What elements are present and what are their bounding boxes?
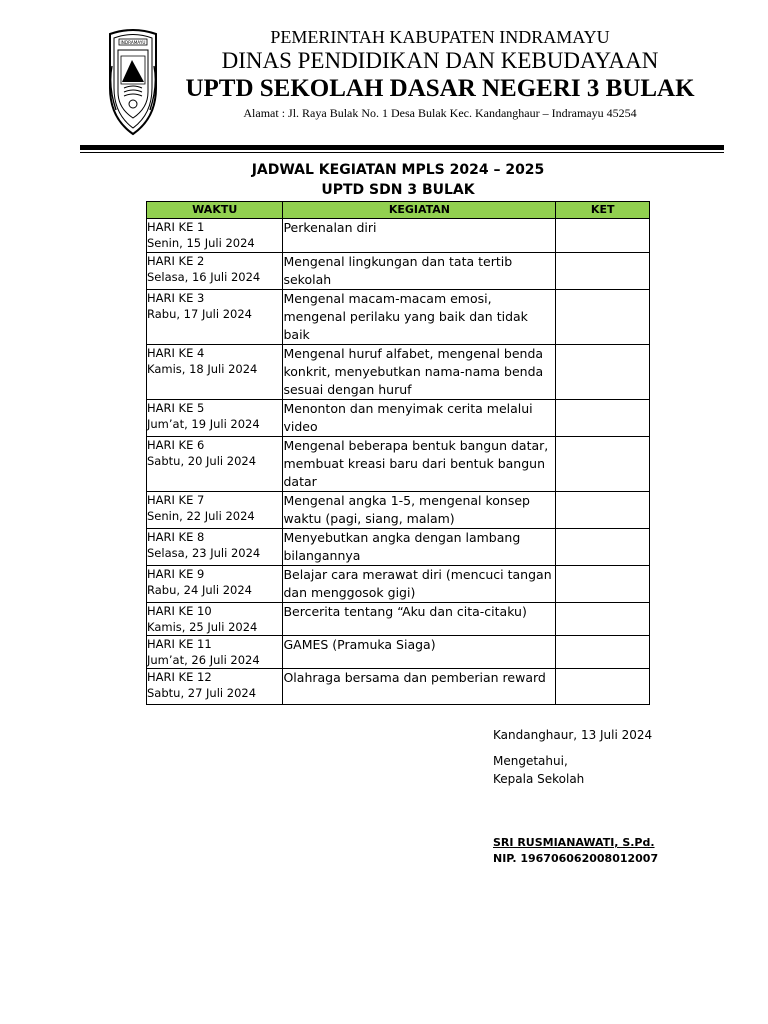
- cell-waktu: [147, 529, 283, 566]
- day-label: HARI KE 10: [147, 604, 212, 618]
- cell-waktu: [147, 566, 283, 603]
- cell-waktu: [147, 603, 283, 636]
- cell-ket: [556, 603, 650, 636]
- cell-kegiatan: Mengenal macam-macam emosi, mengenal perilaku yang baik dan tidak baik: [283, 290, 556, 345]
- cell-kegiatan: Menyebutkan angka dengan lambang bilangannya: [283, 529, 556, 566]
- day-label: HARI KE 11: [147, 637, 212, 651]
- signature-name: SRI RUSMIANAWATI, S.Pd.: [493, 836, 655, 849]
- cell-waktu: [147, 492, 283, 529]
- date-label: Kamis, 25 Juli 2024: [147, 620, 258, 634]
- date-label: Senin, 22 Juli 2024: [147, 509, 255, 523]
- cell-ket: [556, 219, 650, 253]
- table-row: [147, 636, 650, 669]
- signature-acknowledged: Mengetahui,: [493, 754, 568, 768]
- cell-ket: [556, 669, 650, 705]
- cell-waktu: [147, 219, 283, 253]
- date-label: Sabtu, 20 Juli 2024: [147, 454, 257, 468]
- cell-kegiatan: Bercerita tentang “Aku dan cita-citaku): [283, 603, 556, 636]
- cell-ket: [556, 345, 650, 400]
- letterhead-school: UPTD SEKOLAH DASAR NEGERI 3 BULAK: [185, 75, 695, 102]
- cell-waktu: [147, 437, 283, 492]
- date-label: Jum’at, 19 Juli 2024: [147, 417, 260, 431]
- document-title: [146, 160, 650, 200]
- day-label: HARI KE 1: [147, 220, 205, 234]
- cell-waktu: [147, 345, 283, 400]
- cell-kegiatan: Mengenal beberapa bentuk bangun datar, membuat kreasi baru dari bentuk bangun datar: [283, 437, 556, 492]
- table-row: [147, 603, 650, 636]
- cell-waktu: [147, 400, 283, 437]
- table-row: [147, 669, 650, 705]
- cell-waktu: [147, 636, 283, 669]
- table-row: [147, 437, 650, 492]
- cell-ket: [556, 290, 650, 345]
- title-line1: JADWAL KEGIATAN MPLS 2024 – 2025: [251, 162, 545, 178]
- table-row: [147, 219, 650, 253]
- column-header-kegiatan: KEGIATAN: [283, 202, 556, 219]
- day-label: HARI KE 4: [147, 346, 205, 360]
- day-label: HARI KE 6: [147, 438, 205, 452]
- table-row: [147, 400, 650, 437]
- signature-position: Kepala Sekolah: [493, 772, 585, 786]
- date-label: Selasa, 16 Juli 2024: [147, 270, 261, 284]
- cell-kegiatan: Mengenal angka 1-5, mengenal konsep waktu (pagi, siang, malam): [283, 492, 556, 529]
- signature-place-date: Kandanghaur, 13 Juli 2024: [493, 728, 653, 742]
- table-row: [147, 492, 650, 529]
- day-label: HARI KE 9: [147, 567, 205, 581]
- day-label: HARI KE 2: [147, 254, 205, 268]
- letterhead-government: PEMERINTAH KABUPATEN INDRAMAYU: [270, 27, 610, 47]
- day-label: HARI KE 7: [147, 493, 205, 507]
- table-row: [147, 566, 650, 603]
- day-label: HARI KE 8: [147, 530, 205, 544]
- cell-kegiatan: Perkenalan diri: [283, 219, 556, 253]
- letterhead-address: Alamat : Jl. Raya Bulak No. 1 Desa Bulak Kec. Kandanghaur – Indramayu 45254: [243, 106, 637, 120]
- logo-text: INDRAMAYU: [120, 40, 146, 45]
- cell-ket: [556, 492, 650, 529]
- table-row: [147, 253, 650, 290]
- cell-ket: [556, 437, 650, 492]
- cell-waktu: [147, 290, 283, 345]
- date-label: Rabu, 24 Juli 2024: [147, 583, 252, 597]
- letterhead-divider: [80, 145, 724, 150]
- table-row: [147, 345, 650, 400]
- table-row: [147, 529, 650, 566]
- table-header-row: [147, 202, 650, 219]
- cell-kegiatan: Olahraga bersama dan pemberian reward: [283, 669, 556, 705]
- cell-kegiatan: Menonton dan menyimak cerita melalui video: [283, 400, 556, 437]
- table-row: [147, 290, 650, 345]
- letterhead-divider-thin: [80, 152, 724, 153]
- cell-kegiatan: Mengenal lingkungan dan tata tertib sekolah: [283, 253, 556, 290]
- date-label: Jum’at, 26 Juli 2024: [147, 653, 260, 667]
- signature-nip: NIP. 196706062008012007: [493, 852, 659, 865]
- column-header-ket: KET: [556, 202, 650, 219]
- date-label: Selasa, 23 Juli 2024: [147, 546, 261, 560]
- title-line2: UPTD SDN 3 BULAK: [321, 182, 475, 198]
- date-label: Kamis, 18 Juli 2024: [147, 362, 258, 376]
- date-label: Sabtu, 27 Juli 2024: [147, 686, 257, 700]
- day-label: HARI KE 3: [147, 291, 205, 305]
- day-label: HARI KE 12: [147, 670, 212, 684]
- regency-logo: [104, 26, 162, 138]
- schedule-table: [146, 201, 650, 705]
- cell-ket: [556, 566, 650, 603]
- cell-kegiatan: Mengenal huruf alfabet, mengenal benda konkrit, menyebutkan nama-nama benda sesuai dengan huruf: [283, 345, 556, 400]
- letterhead-department: DINAS PENDIDIKAN DAN KEBUDAYAAN: [221, 48, 659, 73]
- cell-kegiatan: Belajar cara merawat diri (mencuci tangan dan menggosok gigi): [283, 566, 556, 603]
- cell-kegiatan: GAMES (Pramuka Siaga): [283, 636, 556, 669]
- column-header-waktu: WAKTU: [147, 202, 283, 219]
- cell-ket: [556, 253, 650, 290]
- cell-ket: [556, 636, 650, 669]
- letterhead: [170, 26, 710, 122]
- cell-waktu: [147, 253, 283, 290]
- date-label: Senin, 15 Juli 2024: [147, 236, 255, 250]
- cell-waktu: [147, 669, 283, 705]
- cell-ket: [556, 529, 650, 566]
- date-label: Rabu, 17 Juli 2024: [147, 307, 252, 321]
- day-label: HARI KE 5: [147, 401, 205, 415]
- cell-ket: [556, 400, 650, 437]
